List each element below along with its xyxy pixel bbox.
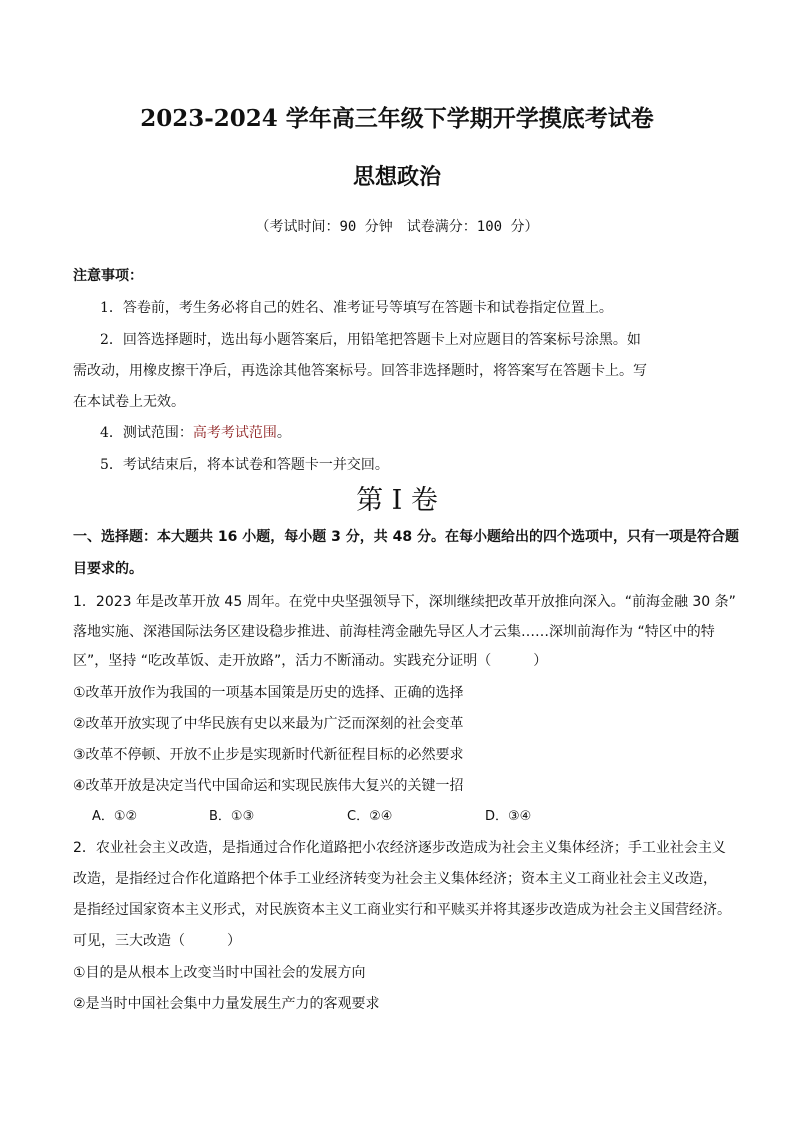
- q2-stem-line-4: 可见，三大改造（ ）: [73, 933, 241, 949]
- notice-item-2-line-2: 需改动，用橡皮擦干净后，再选涂其他答案标号。回答非选择题时，将答案写在答题卡上。写: [73, 363, 647, 379]
- subject-title: 思想政治: [352, 164, 441, 190]
- notice-item-1: 1．答卷前，考生务必将自己的姓名、准考证号等填写在答题卡和试卷指定位置上。: [100, 300, 613, 316]
- exam-title: 2023-2024 学年高三年级下学期开学摸底考试卷: [140, 105, 654, 132]
- notice-item-4: [100, 422, 291, 442]
- q2-stem-line-2: 改造，是指经过合作化道路把个体手工业经济转变为社会主义集体经济；资本主义工商业社会主义改造，: [73, 871, 717, 887]
- section-heading-line-2: 目要求的。: [73, 561, 143, 577]
- q1-option-1: ①改革开放作为我国的一项基本国策是历史的选择、正确的选择: [73, 685, 464, 701]
- notice-heading: 注意事项：: [73, 268, 143, 284]
- section-heading-line-1: 一、选择题：本大题共 16 小题，每小题 3 分，共 48 分。在每小题给出的四个选项中，只有一项是符合题: [73, 529, 739, 545]
- notice-item-5: 5．考试结束后，将本试卷和答题卡一并交回。: [100, 457, 389, 473]
- q2-stem-line-3: 是指经过国家资本主义形式，对民族资本主义工商业实行和平赎买并将其逐步改造成为社会主义国营经济。: [73, 902, 731, 918]
- q1-choice-a: A．①②: [92, 809, 138, 824]
- exam-info: （考试时间：90 分钟 试卷满分：100 分）: [255, 219, 539, 235]
- q1-option-4: ④改革开放是决定当代中国命运和实现民族伟大复兴的关键一招: [73, 778, 464, 794]
- q1-stem-line-2: 落地实施、深港国际法务区建设稳步推进、前海桂湾金融先导区人才云集……深圳前海作为 “特区中的特: [73, 624, 715, 640]
- volume-title: 第 I 卷: [356, 485, 438, 516]
- q1-choice-b: B．①③: [209, 809, 255, 824]
- notice-item-4-prefix: 4．测试范围：: [100, 425, 193, 441]
- q1-stem-line-3: 区”，坚持 “吃改革饭、走开放路”，活力不断涌动。实践充分证明（ ）: [73, 653, 548, 669]
- test-range: 高考考试范围: [192, 425, 277, 441]
- notice-item-2-line-3: 在本试卷上无效。: [73, 394, 185, 410]
- q1-option-3: ③改革不停顿、开放不止步是实现新时代新征程目标的必然要求: [73, 747, 464, 763]
- q2-option-2: ②是当时中国社会集中力量发展生产力的客观要求: [73, 996, 380, 1012]
- q2-option-1: ①目的是从根本上改变当时中国社会的发展方向: [73, 965, 366, 981]
- q1-stem-line-1: 1．2023 年是改革开放 45 周年。在党中央坚强领导下，深圳继续把改革开放推向深入。“前海金融 30 条”: [73, 594, 736, 610]
- q1-choice-d: D．③④: [485, 809, 532, 824]
- q2-stem-line-1: 2．农业社会主义改造，是指通过合作化道路把小农经济逐步改造成为社会主义集体经济；手工业社会主义: [73, 840, 726, 856]
- q1-choice-c: C．②④: [347, 809, 393, 824]
- notice-item-2-line-1: 2．回答选择题时，选出每小题答案后，用铅笔把答题卡上对应题目的答案标号涂黑。如: [100, 332, 641, 348]
- notice-item-4-suffix: 。: [276, 425, 291, 441]
- q1-option-2: ②改革开放实现了中华民族有史以来最为广泛而深刻的社会变革: [73, 716, 464, 732]
